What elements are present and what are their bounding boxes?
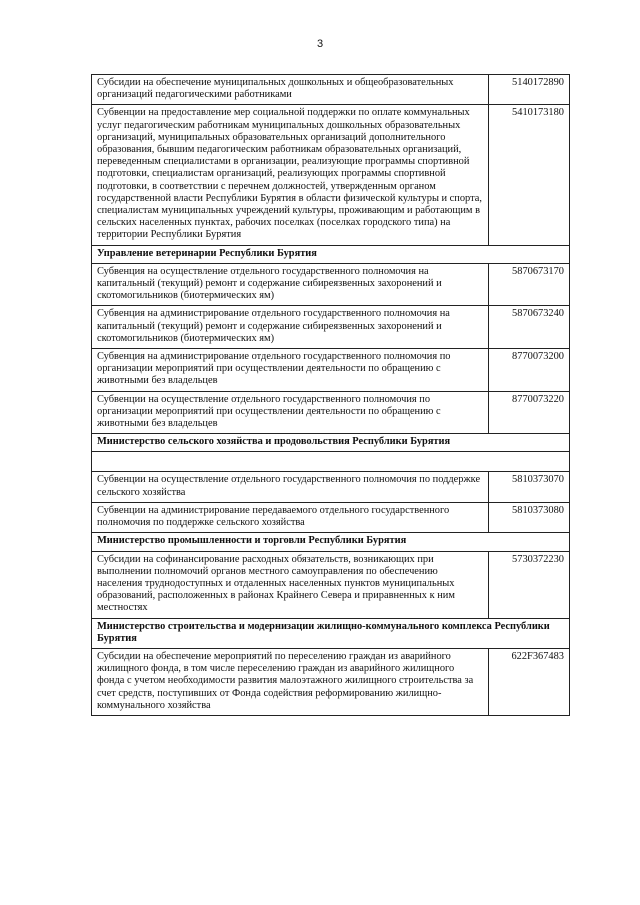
item-description: Субвенция на администрирование отдельного государственного полномочия по организации мероприятий при осуществлении деятельности по обращению с животными без владельцев bbox=[92, 349, 489, 392]
item-description: Субсидии на обеспечение муниципальных дошкольных и общеобразовательных организаций педагогическими работниками bbox=[92, 75, 489, 105]
table-row bbox=[92, 306, 570, 349]
item-code: 5810373080 bbox=[489, 502, 570, 532]
item-code: 5810373070 bbox=[489, 472, 570, 502]
item-description: Субвенции на предоставление мер социальной поддержки по оплате коммунальных услуг педагогическим работникам муниципальных дошкольных образовательных организаций, муниципальных образовательных организаций дополнительного образования, бывшим педагогическим работникам образовательных организаций, переведенным специалистами в организации, реализующие программы спортивной подготовки, специалистам организаций, реализующих программы спортивной подготовки, в соответствии с перечнем должностей, утвержденным органом государственной власти Республики Бурятия в области физической культуры и спорта, специалистам муниципальных учреждений культуры, проживающим и работающим в сельских населенных пунктах, рабочих поселках (поселках городского типа) на территории Республики Бурятия bbox=[92, 105, 489, 245]
table-row bbox=[92, 105, 570, 245]
table-row bbox=[92, 551, 570, 618]
section-row bbox=[92, 533, 570, 551]
section-row bbox=[92, 245, 570, 263]
spacer-row bbox=[92, 452, 570, 472]
section-heading: Министерство сельского хозяйства и продовольствия Республики Бурятия bbox=[92, 434, 570, 452]
item-description: Субвенции на осуществление отдельного государственного полномочия по организации мероприятий при осуществлении деятельности по обращению с животными без владельцев bbox=[92, 391, 489, 434]
section-row bbox=[92, 434, 570, 452]
item-code: 622F367483 bbox=[489, 648, 570, 715]
table-row bbox=[92, 502, 570, 532]
table-row bbox=[92, 75, 570, 105]
item-code: 5140172890 bbox=[489, 75, 570, 105]
item-description: Субвенции на осуществление отдельного государственного полномочия по поддержке сельского хозяйства bbox=[92, 472, 489, 502]
table-row bbox=[92, 391, 570, 434]
item-code: 5730372230 bbox=[489, 551, 570, 618]
item-code: 5870673240 bbox=[489, 306, 570, 349]
table-row bbox=[92, 472, 570, 502]
section-heading: Министерство строительства и модернизации жилищно-коммунального комплекса Республики Бурятия bbox=[92, 618, 570, 648]
item-code: 8770073200 bbox=[489, 349, 570, 392]
table-row bbox=[92, 263, 570, 306]
spacer-cell bbox=[92, 452, 570, 472]
section-heading: Министерство промышленности и торговли Республики Бурятия bbox=[92, 533, 570, 551]
item-description: Субвенция на администрирование отдельного государственного полномочия на капитальный (текущий) ремонт и содержание сибиреязвенных захоронений и скотомогильников (биотермических ям) bbox=[92, 306, 489, 349]
item-code: 8770073220 bbox=[489, 391, 570, 434]
item-code: 5410173180 bbox=[489, 105, 570, 245]
item-code: 5870673170 bbox=[489, 263, 570, 306]
table-row bbox=[92, 349, 570, 392]
budget-codes-table bbox=[91, 74, 570, 716]
item-description: Субсидии на обеспечение мероприятий по переселению граждан из аварийного жилищного фонда, в том числе переселению граждан из аварийного жилищного фонда с учетом необходимости развития малоэтажного жилищного строительства за счет средств, поступивших от Фонда содействия реформированию жилищно-коммунального хозяйства bbox=[92, 648, 489, 715]
item-description: Субсидии на софинансирование расходных обязательств, возникающих при выполнении полномочий органов местного самоуправления по обеспечению населения труднодоступных и отдаленных населенных пунктов муниципальных образований, расположенных в районах Крайнего Севера и приравненных к ним местностях bbox=[92, 551, 489, 618]
item-description: Субвенции на администрирование передаваемого отдельного государственного полномочия по поддержке сельского хозяйства bbox=[92, 502, 489, 532]
item-description: Субвенция на осуществление отдельного государственного полномочия на капитальный (текущий) ремонт и содержание сибиреязвенных захоронений и скотомогильников (биотермических ям) bbox=[92, 263, 489, 306]
section-heading: Управление ветеринарии Республики Бурятия bbox=[92, 245, 570, 263]
table-row bbox=[92, 648, 570, 715]
page-number: 3 bbox=[316, 38, 324, 50]
section-row bbox=[92, 618, 570, 648]
